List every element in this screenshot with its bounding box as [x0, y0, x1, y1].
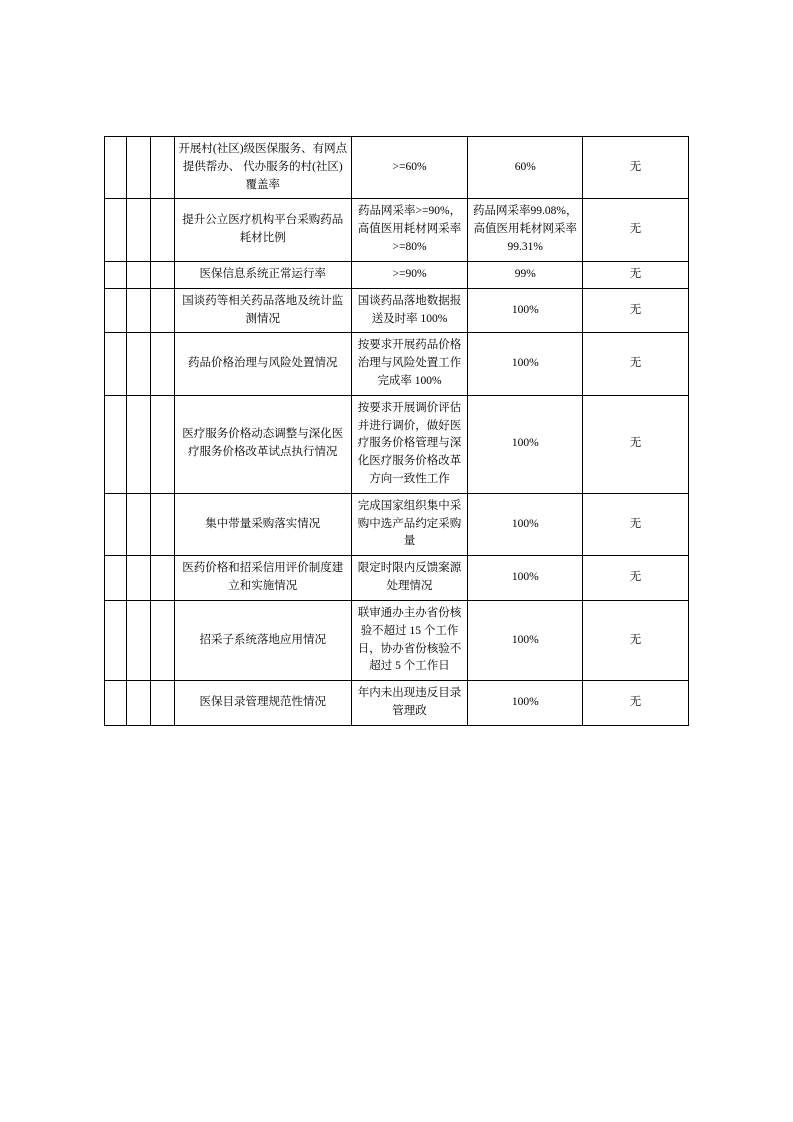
- indicator-result: 100%: [468, 681, 583, 726]
- indicator-name: 医药价格和招采信用评价制度建立和实施情况: [174, 556, 351, 601]
- indicator-note: 无: [583, 137, 689, 199]
- indicator-name: 医保信息系统正常运行率: [174, 261, 351, 288]
- row-index-mid: [126, 288, 150, 333]
- indicator-target: >=60%: [351, 137, 468, 199]
- row-index-inner: [150, 288, 174, 333]
- indicator-result: 100%: [468, 600, 583, 680]
- row-index-outer: [105, 199, 127, 261]
- indicator-name: 药品价格治理与风险处置情况: [174, 333, 351, 395]
- row-index-inner: [150, 261, 174, 288]
- indicator-name: 招采子系统落地应用情况: [174, 600, 351, 680]
- indicator-target: 限定时限内反馈案源处理情况: [351, 556, 468, 601]
- indicator-result: 100%: [468, 493, 583, 555]
- indicator-note: 无: [583, 600, 689, 680]
- indicator-result: 100%: [468, 333, 583, 395]
- table-row: [105, 333, 689, 395]
- row-index-inner: [150, 600, 174, 680]
- indicator-result: 60%: [468, 137, 583, 199]
- table-row: [105, 395, 689, 493]
- table-row: [105, 288, 689, 333]
- indicator-note: 无: [583, 261, 689, 288]
- indicator-target: 国谈药品落地数据报送及时率 100%: [351, 288, 468, 333]
- row-index-inner: [150, 556, 174, 601]
- row-index-outer: [105, 600, 127, 680]
- row-index-mid: [126, 199, 150, 261]
- indicator-table: [104, 136, 689, 726]
- indicator-target: 按要求开展药品价格治理与风险处置工作完成率 100%: [351, 333, 468, 395]
- indicator-name: 医保目录管理规范性情况: [174, 681, 351, 726]
- row-index-inner: [150, 333, 174, 395]
- row-index-inner: [150, 681, 174, 726]
- indicator-target: >=90%: [351, 261, 468, 288]
- indicator-note: 无: [583, 556, 689, 601]
- indicator-note: 无: [583, 288, 689, 333]
- indicator-result: 99%: [468, 261, 583, 288]
- indicator-name: 集中带量采购落实情况: [174, 493, 351, 555]
- row-index-mid: [126, 395, 150, 493]
- indicator-note: 无: [583, 199, 689, 261]
- indicator-result: 100%: [468, 288, 583, 333]
- row-index-outer: [105, 556, 127, 601]
- row-index-mid: [126, 333, 150, 395]
- indicator-name: 提升公立医疗机构平台采购药品耗材比例: [174, 199, 351, 261]
- indicator-note: 无: [583, 395, 689, 493]
- row-index-inner: [150, 395, 174, 493]
- indicator-result: 100%: [468, 395, 583, 493]
- row-index-mid: [126, 261, 150, 288]
- row-index-inner: [150, 493, 174, 555]
- row-index-inner: [150, 137, 174, 199]
- indicator-result: 药品网采率99.08%，高值医用耗材网采率99.31%: [468, 199, 583, 261]
- row-index-mid: [126, 600, 150, 680]
- row-index-outer: [105, 261, 127, 288]
- indicator-target: 药品网采率>=90%，高值医用耗材网采率>=80%: [351, 199, 468, 261]
- row-index-outer: [105, 395, 127, 493]
- indicator-note: 无: [583, 333, 689, 395]
- indicator-target: 年内未出现违反目录管理政: [351, 681, 468, 726]
- indicator-name: 国谈药等相关药品落地及统计监测情况: [174, 288, 351, 333]
- row-index-outer: [105, 333, 127, 395]
- indicator-table-wrapper: [104, 136, 689, 726]
- indicator-target: 完成国家组织集中采购中选产品约定采购量: [351, 493, 468, 555]
- table-row: [105, 199, 689, 261]
- row-index-outer: [105, 493, 127, 555]
- table-row: [105, 261, 689, 288]
- indicator-note: 无: [583, 681, 689, 726]
- table-row: [105, 556, 689, 601]
- row-index-outer: [105, 288, 127, 333]
- table-row: [105, 681, 689, 726]
- indicator-target: 按要求开展调价评估并进行调价，做好医疗服务价格管理与深化医疗服务价格改革方向一致性工作: [351, 395, 468, 493]
- indicator-note: 无: [583, 493, 689, 555]
- indicator-name: 开展村(社区)级医保服务、有网点提供帮办、 代办服务的村(社区)覆盖率: [174, 137, 351, 199]
- row-index-outer: [105, 137, 127, 199]
- table-row: [105, 137, 689, 199]
- row-index-mid: [126, 137, 150, 199]
- indicator-result: 100%: [468, 556, 583, 601]
- indicator-target: 联审通办主办省份核验不超过 15 个工作日，协办省份核验不超过 5 个工作日: [351, 600, 468, 680]
- row-index-mid: [126, 556, 150, 601]
- row-index-mid: [126, 493, 150, 555]
- indicator-name: 医疗服务价格动态调整与深化医疗服务价格改革试点执行情况: [174, 395, 351, 493]
- row-index-inner: [150, 199, 174, 261]
- row-index-outer: [105, 681, 127, 726]
- table-row: [105, 493, 689, 555]
- row-index-mid: [126, 681, 150, 726]
- table-row: [105, 600, 689, 680]
